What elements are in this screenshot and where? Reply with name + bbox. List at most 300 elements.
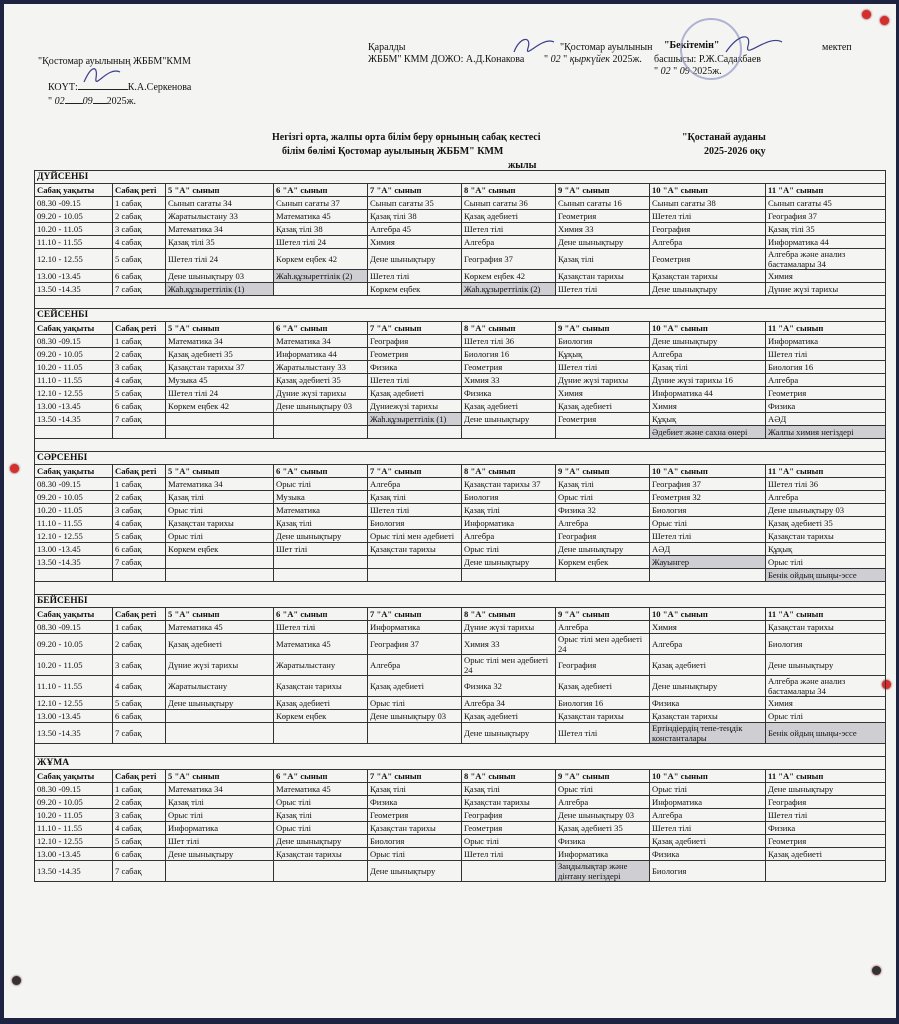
- lesson-cell: Қазақ әдебиеті: [462, 210, 556, 223]
- table-row: [35, 413, 886, 426]
- header-left-date: [38, 84, 136, 120]
- day-name: БЕЙСЕНБІ: [35, 595, 886, 608]
- column-header: 7 "А" сынып: [368, 608, 462, 621]
- date-day: 02: [660, 66, 671, 77]
- lesson-cell: [166, 413, 274, 426]
- lesson-cell: Қазақ әдебиеті: [462, 400, 556, 413]
- lesson-cell: Қазақ әдебиеті: [368, 387, 462, 400]
- lesson-cell: [274, 569, 368, 582]
- lesson-cell: Дүние жүзі тарихы 16: [650, 374, 766, 387]
- lesson-number: 4 сабақ: [113, 236, 166, 249]
- lesson-cell: Шетел тілі: [766, 348, 886, 361]
- table-row: [35, 822, 886, 835]
- lesson-cell: Алгебра: [556, 621, 650, 634]
- lesson-cell: Шетел тілі 24: [166, 387, 274, 400]
- lesson-cell: Физика: [766, 400, 886, 413]
- lesson-cell: Алгебра: [650, 634, 766, 655]
- column-header: 10 "А" сынып: [650, 322, 766, 335]
- lesson-cell: Музыка: [274, 491, 368, 504]
- lesson-cell: Орыс тілі мен әдебиеті 24: [462, 655, 556, 676]
- lesson-number: 1 сабақ: [113, 621, 166, 634]
- table-row: [35, 400, 886, 413]
- lesson-cell: Дүниежүзі тарихы: [368, 400, 462, 413]
- lesson-cell: Дене шынықтыру 03: [368, 710, 462, 723]
- pin-icon: [862, 10, 871, 19]
- lesson-cell: Қазақ әдебиеті 35: [556, 822, 650, 835]
- header-center-date: " 02 " қыркүйек 2025ж.: [544, 54, 642, 65]
- lesson-cell: Шетел тілі: [650, 210, 766, 223]
- table-row: [35, 387, 886, 400]
- page-subtitle: білім бөлімі Қостомар ауылының ЖББМ" КММ: [282, 146, 504, 157]
- column-header: 11 "А" сынып: [766, 608, 886, 621]
- lesson-cell: Қазақ әдебиеті: [462, 710, 556, 723]
- column-header: 9 "А" сынып: [556, 322, 650, 335]
- lesson-cell: Дене шынықтыру 03: [766, 504, 886, 517]
- day-name: СӘРСЕНБІ: [35, 452, 886, 465]
- lesson-cell: Көркем еңбек: [368, 283, 462, 296]
- lesson-cell: [462, 426, 556, 439]
- column-header: Сабақ реті: [113, 184, 166, 197]
- table-row: [35, 491, 886, 504]
- lesson-cell: Жаратылыстану: [274, 655, 368, 676]
- schedule-table: [34, 170, 886, 882]
- lesson-time: 13.50 -14.35: [35, 556, 113, 569]
- table-row: [35, 517, 886, 530]
- lesson-cell: Физика: [556, 835, 650, 848]
- table-row: [35, 621, 886, 634]
- table-row: [35, 809, 886, 822]
- lesson-cell: Қазақ әдебиеті 35: [766, 517, 886, 530]
- day-separator: [35, 439, 886, 452]
- lesson-time: 13.00 -13.45: [35, 400, 113, 413]
- lesson-cell: Қазақ әдебиеті: [166, 634, 274, 655]
- table-row: [35, 374, 886, 387]
- lesson-cell: Шетел тілі: [368, 270, 462, 283]
- table-row: [35, 283, 886, 296]
- lesson-number: 2 сабақ: [113, 634, 166, 655]
- lesson-time: 13.50 -14.35: [35, 413, 113, 426]
- lesson-time: 09.20 - 10.05: [35, 634, 113, 655]
- lesson-cell: Орыс тілі: [766, 710, 886, 723]
- column-header: Сабақ реті: [113, 608, 166, 621]
- lesson-number: 3 сабақ: [113, 809, 166, 822]
- lesson-time: 08.30 -09.15: [35, 335, 113, 348]
- column-header: 5 "А" сынып: [166, 608, 274, 621]
- lesson-cell: Орыс тілі: [462, 835, 556, 848]
- lesson-time: 12.10 - 12.55: [35, 249, 113, 270]
- lesson-cell: География: [766, 796, 886, 809]
- lesson-cell: Алгебра: [650, 236, 766, 249]
- lesson-cell: Заңдылықтар және дінтану негіздері: [556, 861, 650, 882]
- lesson-cell: Қазақ әдебиеті: [556, 676, 650, 697]
- column-header: 11 "А" сынып: [766, 465, 886, 478]
- pin-icon: [880, 16, 889, 25]
- lesson-cell: Геометрия: [766, 387, 886, 400]
- column-header: 6 "А" сынып: [274, 322, 368, 335]
- lesson-cell: Алгебра: [462, 530, 556, 543]
- lesson-cell: Алгебра: [556, 796, 650, 809]
- lesson-cell: География 37: [368, 634, 462, 655]
- lesson-time: 13.00 -13.45: [35, 543, 113, 556]
- lesson-cell: Биология: [368, 517, 462, 530]
- lesson-cell: Қазақ тілі: [462, 504, 556, 517]
- day-name: ДҮЙСЕНБІ: [35, 171, 886, 184]
- lesson-cell: Дене шынықтыру: [650, 676, 766, 697]
- day-header-row: [35, 757, 886, 770]
- lesson-time: 10.20 - 11.05: [35, 504, 113, 517]
- lesson-cell: Дене шынықтыру: [166, 848, 274, 861]
- lesson-time: 13.50 -14.35: [35, 723, 113, 744]
- lesson-time: 08.30 -09.15: [35, 621, 113, 634]
- table-row: [35, 249, 886, 270]
- lesson-cell: [274, 723, 368, 744]
- day-header-row: [35, 309, 886, 322]
- lesson-cell: Ертіндіердің тепе-теңдік константалары: [650, 723, 766, 744]
- lesson-number: 3 сабақ: [113, 223, 166, 236]
- lesson-cell: Қазақ әдебиеті: [650, 835, 766, 848]
- lesson-number: 6 сабақ: [113, 710, 166, 723]
- lesson-number: 7 сабақ: [113, 861, 166, 882]
- district-label: "Қостанай ауданы: [682, 132, 766, 143]
- lesson-cell: География 37: [650, 478, 766, 491]
- lesson-cell: Шет тілі: [274, 543, 368, 556]
- lesson-cell: [368, 723, 462, 744]
- date-year: 2025ж.: [612, 54, 642, 65]
- column-header: 10 "А" сынып: [650, 770, 766, 783]
- lesson-number: 6 сабақ: [113, 848, 166, 861]
- column-header: 7 "А" сынып: [368, 184, 462, 197]
- lesson-cell: Жаһ.құзыреттілік (1): [166, 283, 274, 296]
- lesson-cell: Орыс тілі: [368, 848, 462, 861]
- lesson-cell: Химия: [766, 270, 886, 283]
- lesson-cell: Шет тілі: [166, 835, 274, 848]
- lesson-time: 10.20 - 11.05: [35, 223, 113, 236]
- lesson-cell: Қазақстан тарихы: [766, 530, 886, 543]
- lesson-time: 11.10 - 11.55: [35, 374, 113, 387]
- lesson-cell: Сынып сағаты 16: [556, 197, 650, 210]
- lesson-cell: Шетел тілі: [368, 374, 462, 387]
- table-row: [35, 478, 886, 491]
- column-header: 8 "А" сынып: [462, 770, 556, 783]
- lesson-cell: Орыс тілі: [766, 556, 886, 569]
- lesson-cell: Математика 34: [166, 335, 274, 348]
- lesson-time: 12.10 - 12.55: [35, 697, 113, 710]
- lesson-time: 13.00 -13.45: [35, 848, 113, 861]
- table-row: [35, 270, 886, 283]
- lesson-cell: Көркем еңбек 42: [274, 249, 368, 270]
- table-row: [35, 796, 886, 809]
- lesson-time: 13.50 -14.35: [35, 861, 113, 882]
- lesson-cell: [650, 569, 766, 582]
- lesson-cell: Орыс тілі: [556, 491, 650, 504]
- column-header: Сабақ уақыты: [35, 184, 113, 197]
- lesson-number: 4 сабақ: [113, 374, 166, 387]
- lesson-cell: Қазақстан тарихы: [650, 270, 766, 283]
- lesson-cell: Жаһ.құзыреттілік (2): [462, 283, 556, 296]
- lesson-cell: Қазақстан тарихы: [766, 621, 886, 634]
- column-header: 6 "А" сынып: [274, 465, 368, 478]
- lesson-cell: Қазақстан тарихы: [166, 517, 274, 530]
- lesson-cell: Қазақ әдебиеті: [650, 655, 766, 676]
- lesson-cell: Информатика 44: [766, 236, 886, 249]
- lesson-cell: Геометрия: [462, 361, 556, 374]
- lesson-number: 6 сабақ: [113, 543, 166, 556]
- lesson-cell: Химия: [650, 621, 766, 634]
- signature-right: [724, 30, 784, 56]
- column-header-row: [35, 770, 886, 783]
- lesson-cell: Алгебра: [462, 236, 556, 249]
- table-row: [35, 236, 886, 249]
- lesson-cell: Математика: [274, 504, 368, 517]
- lesson-cell: Алгебра: [368, 655, 462, 676]
- lesson-number: 3 сабақ: [113, 361, 166, 374]
- pin-icon: [10, 464, 19, 473]
- separator-cell: [35, 582, 886, 595]
- column-header-row: [35, 184, 886, 197]
- lesson-cell: Қазақ тілі: [650, 361, 766, 374]
- table-row: [35, 543, 886, 556]
- year-label: 2025-2026 оқу: [704, 146, 766, 157]
- lesson-cell: Физика 32: [556, 504, 650, 517]
- separator-cell: [35, 439, 886, 452]
- lesson-cell: [166, 723, 274, 744]
- lesson-time: 12.10 - 12.55: [35, 835, 113, 848]
- column-header-row: [35, 608, 886, 621]
- lesson-cell: Химия 33: [462, 374, 556, 387]
- lesson-number: 5 сабақ: [113, 697, 166, 710]
- column-header: Сабақ уақыты: [35, 770, 113, 783]
- column-header: Сабақ уақыты: [35, 608, 113, 621]
- lesson-cell: Физика: [766, 822, 886, 835]
- lesson-cell: Дүние жүзі тарихы: [556, 374, 650, 387]
- day-separator: [35, 296, 886, 309]
- date-month: 09: [679, 66, 690, 77]
- lesson-number: 2 сабақ: [113, 491, 166, 504]
- lesson-cell: [556, 569, 650, 582]
- lesson-number: 7 сабақ: [113, 556, 166, 569]
- lesson-cell: [274, 283, 368, 296]
- lesson-cell: Биология: [650, 861, 766, 882]
- lesson-cell: Жалпы химия негіздері: [766, 426, 886, 439]
- lesson-cell: Дене шынықтыру: [274, 835, 368, 848]
- page-title: Негізгі орта, жалпы орта білім беру орнының сабақ кестесі: [272, 132, 541, 143]
- lesson-cell: Сынып сағаты 34: [166, 197, 274, 210]
- lesson-cell: Шетел тілі 36: [766, 478, 886, 491]
- lesson-cell: Информатика 44: [274, 348, 368, 361]
- lesson-cell: Геометрия: [650, 249, 766, 270]
- lesson-cell: [274, 861, 368, 882]
- lesson-cell: Геометрия: [368, 809, 462, 822]
- day-header-row: [35, 452, 886, 465]
- lesson-cell: География 37: [766, 210, 886, 223]
- lesson-number: 5 сабақ: [113, 835, 166, 848]
- lesson-time: 10.20 - 11.05: [35, 655, 113, 676]
- table-row: [35, 348, 886, 361]
- lesson-cell: Қазақстан тарихы: [368, 822, 462, 835]
- lesson-cell: Шетел тілі 24: [166, 249, 274, 270]
- lesson-cell: Алгебра 34: [462, 697, 556, 710]
- lesson-cell: География: [556, 530, 650, 543]
- signature-left: [82, 62, 122, 86]
- lesson-number: [113, 426, 166, 439]
- lesson-cell: Дене шынықтыру 03: [274, 400, 368, 413]
- lesson-cell: Математика 45: [274, 783, 368, 796]
- lesson-cell: Музыка 45: [166, 374, 274, 387]
- lesson-cell: Химия: [650, 400, 766, 413]
- table-row: [35, 676, 886, 697]
- lesson-cell: Химия: [766, 697, 886, 710]
- lesson-cell: Дене шынықтыру 03: [166, 270, 274, 283]
- lesson-cell: Биология 16: [462, 348, 556, 361]
- lesson-cell: Дене шынықтыру: [766, 655, 886, 676]
- column-header: 8 "А" сынып: [462, 465, 556, 478]
- lesson-number: 1 сабақ: [113, 197, 166, 210]
- date-year: 2025ж.: [106, 96, 137, 107]
- schedule-sheet: [4, 4, 896, 1018]
- lesson-cell: Бенік ойдың шыңы-эссе: [766, 723, 886, 744]
- header-center-org: ЖББМ" КММ ДОЖО: А.Д.Конакова: [368, 54, 525, 65]
- lesson-cell: Шетел тілі: [462, 223, 556, 236]
- lesson-cell: Қазақ әдебиеті: [368, 676, 462, 697]
- lesson-cell: Қазақстан тарихы: [274, 848, 368, 861]
- table-row: [35, 655, 886, 676]
- lesson-cell: Қазақ әдебиеті: [274, 697, 368, 710]
- lesson-cell: Қазақстан тарихы: [368, 543, 462, 556]
- lesson-cell: [368, 569, 462, 582]
- lesson-cell: [274, 426, 368, 439]
- lesson-cell: Сынып сағаты 45: [766, 197, 886, 210]
- lesson-cell: Бенік ойдың шыңы-эссе: [766, 569, 886, 582]
- lesson-time: 10.20 - 11.05: [35, 809, 113, 822]
- lesson-cell: Шетел тілі: [368, 504, 462, 517]
- lesson-cell: Алгебра: [368, 478, 462, 491]
- lesson-cell: Физика: [650, 848, 766, 861]
- lesson-number: 5 сабақ: [113, 530, 166, 543]
- lesson-cell: Геометрия: [462, 822, 556, 835]
- lesson-cell: Дене шынықтыру: [462, 413, 556, 426]
- lesson-time: 08.30 -09.15: [35, 197, 113, 210]
- lesson-cell: Математика 45: [166, 621, 274, 634]
- lesson-number: 3 сабақ: [113, 504, 166, 517]
- lesson-time: 09.20 - 10.05: [35, 491, 113, 504]
- lesson-time: 11.10 - 11.55: [35, 822, 113, 835]
- lesson-cell: [166, 426, 274, 439]
- lesson-cell: Қазақ тілі: [166, 491, 274, 504]
- column-header: 9 "А" сынып: [556, 770, 650, 783]
- lesson-time: 10.20 - 11.05: [35, 361, 113, 374]
- lesson-number: 3 сабақ: [113, 655, 166, 676]
- date-year: 2025ж.: [692, 66, 722, 77]
- lesson-cell: Орыс тілі: [650, 517, 766, 530]
- lesson-cell: Шетел тілі: [274, 621, 368, 634]
- lesson-cell: Алгебра және анализ бастамалары 34: [766, 676, 886, 697]
- lesson-cell: Қазақ тілі: [166, 796, 274, 809]
- lesson-cell: Орыс тілі: [166, 809, 274, 822]
- lesson-time: 08.30 -09.15: [35, 478, 113, 491]
- lesson-cell: География 37: [462, 249, 556, 270]
- day-separator: [35, 582, 886, 595]
- lesson-cell: География: [650, 223, 766, 236]
- lesson-cell: Геометрия: [766, 835, 886, 848]
- lesson-number: 4 сабақ: [113, 676, 166, 697]
- lesson-cell: [556, 426, 650, 439]
- lesson-cell: Математика 34: [274, 335, 368, 348]
- lesson-cell: Шетел тілі: [766, 809, 886, 822]
- signature-center: [512, 34, 556, 56]
- column-header: 10 "А" сынып: [650, 608, 766, 621]
- lesson-cell: Қазақ әдебиеті 35: [274, 374, 368, 387]
- date-day: 02: [54, 96, 65, 107]
- lesson-cell: Қазақ әдебиеті 35: [166, 348, 274, 361]
- lesson-cell: Сынып сағаты 38: [650, 197, 766, 210]
- lesson-cell: Дене шынықтыру: [462, 556, 556, 569]
- table-row: [35, 634, 886, 655]
- lesson-cell: Информатика: [166, 822, 274, 835]
- lesson-cell: Қазақстан тарихы: [462, 796, 556, 809]
- column-header: 6 "А" сынып: [274, 184, 368, 197]
- lesson-time: 13.50 -14.35: [35, 283, 113, 296]
- lesson-time: 13.00 -13.45: [35, 710, 113, 723]
- lesson-cell: Көркем еңбек: [274, 710, 368, 723]
- lesson-cell: Орыс тілі: [556, 783, 650, 796]
- lesson-cell: Биология 16: [766, 361, 886, 374]
- lesson-cell: Математика 34: [166, 478, 274, 491]
- lesson-number: 7 сабақ: [113, 283, 166, 296]
- lesson-cell: [462, 861, 556, 882]
- lesson-cell: Қазақ тілі: [556, 249, 650, 270]
- lesson-cell: Алгебра және анализ бастамалары 34: [766, 249, 886, 270]
- lesson-cell: Қазақ тілі: [368, 491, 462, 504]
- agreed-label: КОҮТ:: [48, 82, 78, 93]
- column-header: 6 "А" сынып: [274, 608, 368, 621]
- lesson-cell: Алгебра: [650, 809, 766, 822]
- lesson-cell: Қазақ тілі: [368, 783, 462, 796]
- lesson-number: 6 сабақ: [113, 400, 166, 413]
- lesson-cell: [166, 710, 274, 723]
- lesson-number: 7 сабақ: [113, 413, 166, 426]
- lesson-cell: Орыс тілі: [650, 783, 766, 796]
- column-header: 9 "А" сынып: [556, 184, 650, 197]
- date-month: 09: [82, 96, 93, 107]
- lesson-time: 09.20 - 10.05: [35, 348, 113, 361]
- lesson-number: 1 сабақ: [113, 335, 166, 348]
- lesson-cell: Алгебра: [650, 348, 766, 361]
- lesson-cell: Физика: [368, 796, 462, 809]
- lesson-number: 5 сабақ: [113, 249, 166, 270]
- table-row: [35, 361, 886, 374]
- day-name: ЖҰМА: [35, 757, 886, 770]
- pin-icon: [12, 976, 21, 985]
- column-header: 7 "А" сынып: [368, 322, 462, 335]
- lesson-cell: Геометрия: [556, 413, 650, 426]
- lesson-cell: Шетел тілі 36: [462, 335, 556, 348]
- table-row: [35, 710, 886, 723]
- column-header: 5 "А" сынып: [166, 465, 274, 478]
- lesson-number: 7 сабақ: [113, 723, 166, 744]
- lesson-cell: Алгебра: [556, 517, 650, 530]
- lesson-cell: Қазақ тілі: [274, 809, 368, 822]
- lesson-cell: Информатика 44: [650, 387, 766, 400]
- lesson-number: 2 сабақ: [113, 210, 166, 223]
- lesson-number: 4 сабақ: [113, 517, 166, 530]
- lesson-cell: Қазақ тілі 35: [166, 236, 274, 249]
- lesson-cell: [166, 556, 274, 569]
- lesson-number: 1 сабақ: [113, 478, 166, 491]
- lesson-cell: Информатика: [368, 621, 462, 634]
- lesson-time: 11.10 - 11.55: [35, 517, 113, 530]
- lesson-cell: Дене шынықтыру: [556, 543, 650, 556]
- day-separator: [35, 744, 886, 757]
